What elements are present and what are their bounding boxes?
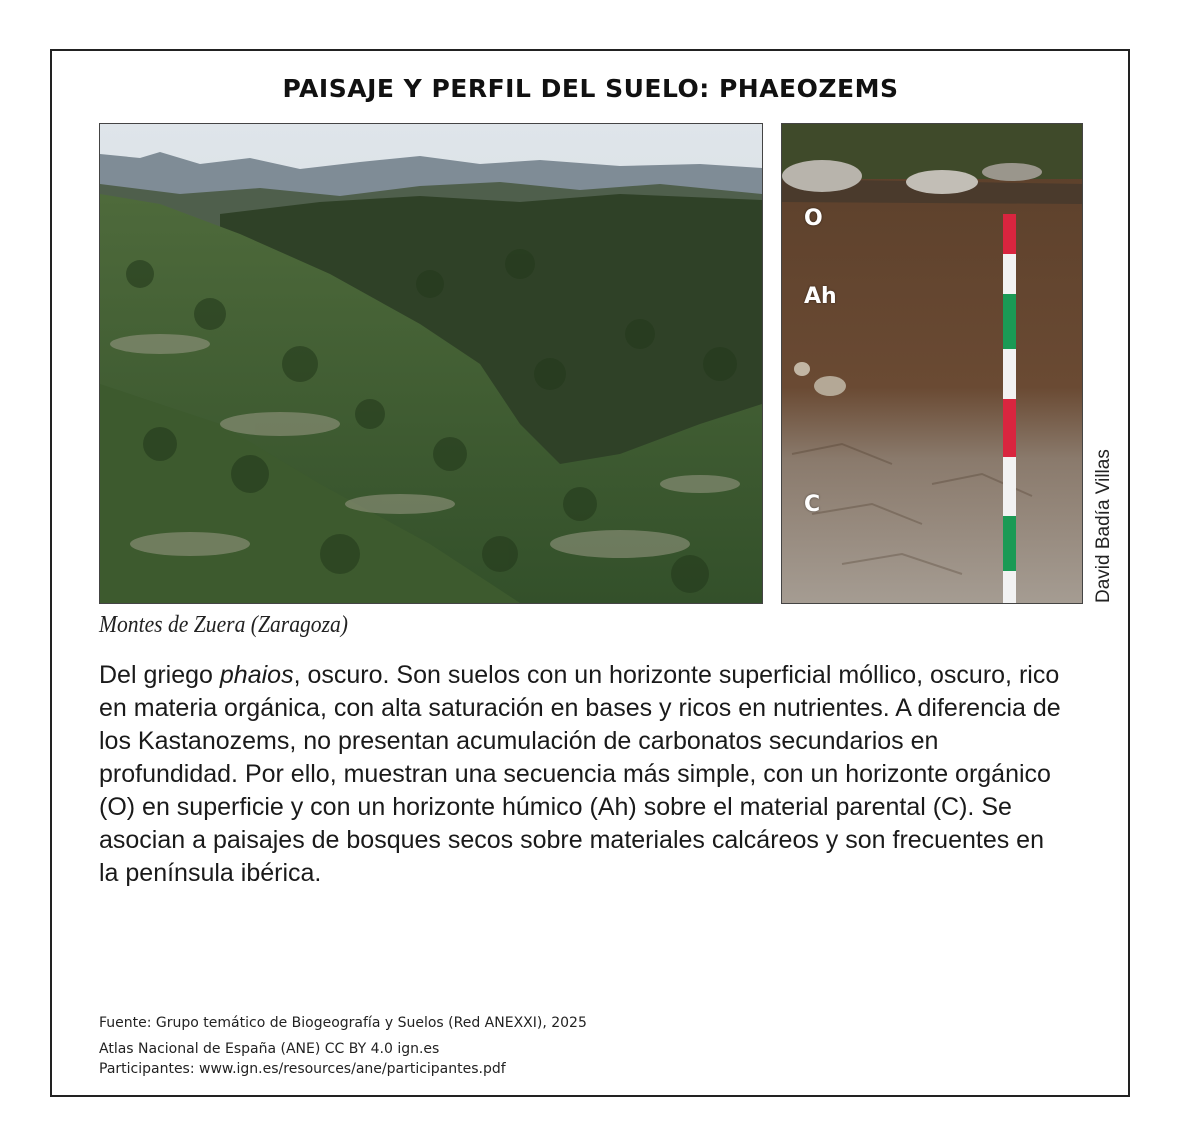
footer-participants: Participantes: www.ign.es/resources/ane/participantes.pdf: [99, 1061, 506, 1077]
description-paragraph: [99, 659, 1069, 890]
photo-credit: David Badía Villas: [1093, 449, 1114, 603]
soil-profile-photo: [781, 123, 1083, 604]
horizon-label-c: C: [804, 492, 821, 517]
footer-license: Atlas Nacional de España (ANE) CC BY 4.0 ign.es: [99, 1041, 440, 1057]
footer-source: Fuente: Grupo temático de Biogeografía y Suelos (Red ANEXXI), 2025: [99, 1015, 587, 1031]
horizon-label-ah: Ah: [804, 284, 837, 309]
page-title: PAISAJE Y PERFIL DEL SUELO: PHAEOZEMS: [282, 74, 899, 103]
horizon-label-o: O: [804, 206, 823, 231]
description-emphasis: phaios: [219, 661, 294, 689]
landscape-photo: [99, 123, 763, 604]
description-part-2: , oscuro. Son suelos con un horizonte superficial móllico, oscuro, rico en materia orgánica, con alta saturación en bases y ricos en nutrientes. A diferencia de los Kastanozems, no presentan acumulación de carbonatos secundarios en profundidad. Por ello, muestran una secuencia más simple, con un horizonte orgánico (O) en superficie y con un horizonte húmico (Ah) sobre el material parental (C). Se asocian a paisajes de bosques secos sobre materiales calcáreos y son frecuentes en la península ibérica.: [99, 661, 1061, 887]
description-part-1: Del griego: [99, 661, 220, 689]
landscape-caption: Montes de Zuera (Zaragoza): [99, 612, 348, 638]
